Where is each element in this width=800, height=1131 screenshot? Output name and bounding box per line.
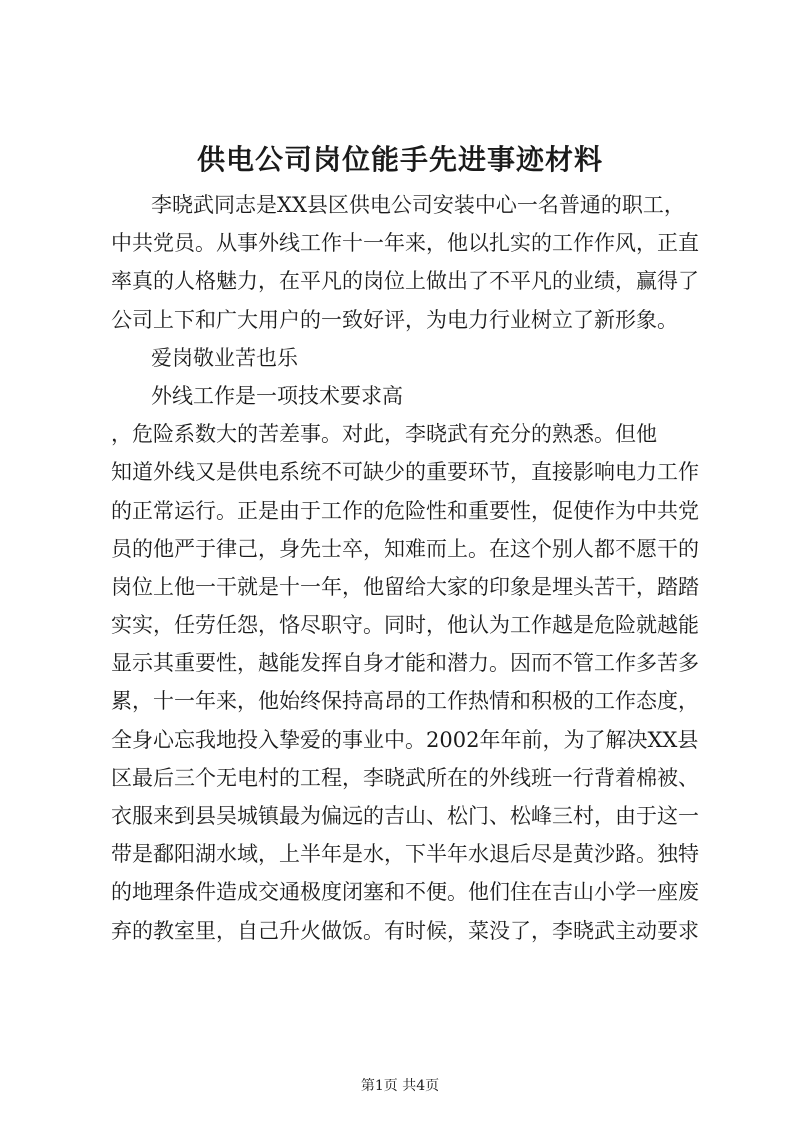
body-line: 爱岗敬业苦也乐 [151, 345, 298, 370]
body-line: 李晓武同志是XX县区供电公司安装中心一名普通的职工， [151, 193, 685, 217]
body-line: 率真的人格魅力，在平凡的岗位上做出了不平凡的业绩，赢得了 [111, 269, 699, 294]
body-line: 累，十一年来，他始终保持高昂的工作热情和积极的工作态度， [111, 689, 699, 714]
body-line: 公司上下和广大用户的一致好评，为电力行业树立了新形象。 [111, 307, 678, 332]
body-line: 中共党员。从事外线工作十一年来，他以扎实的工作作风，正直 [111, 231, 699, 256]
body-line: 实实，任劳任怨，恪尽职守。同时，他认为工作越是危险就越能 [111, 613, 699, 638]
body-line: 显示其重要性，越能发挥自身才能和潜力。因而不管工作多苦多 [111, 651, 699, 676]
body-line: 岗位上他一干就是十一年，他留给大家的印象是埋头苦干，踏踏 [111, 574, 699, 599]
page-footer: 第1页 共4页 [360, 1078, 440, 1094]
body-line: 区最后三个无电村的工程，李晓武所在的外线班一行背着棉被、 [111, 765, 699, 790]
body-line: 弃的教室里，自己升火做饭。有时候，菜没了，李晓武主动要求 [111, 918, 699, 943]
body-line: 知道外线又是供电系统不可缺少的重要环节，直接影响电力工作 [111, 460, 699, 485]
body-line: 带是鄱阳湖水域，上半年是水，下半年水退后尽是黄沙路。独特 [111, 842, 699, 867]
body-line: 员的他严于律己，身先士卒，知难而上。在这个别人都不愿干的 [111, 536, 699, 561]
body-line: 全身心忘我地投入挚爱的事业中。2002年年前，为了解决XX县 [111, 727, 699, 752]
body-line: 外线工作是一项技术要求高 [151, 383, 403, 408]
document-body [111, 186, 711, 950]
body-line: 衣服来到县吴城镇最为偏远的吉山、松门、松峰三村，由于这一 [111, 804, 699, 828]
document-title: 供电公司岗位能手先进事迹材料 [196, 143, 603, 176]
body-line: 的地理条件造成交通极度闭塞和不便。他们住在吉山小学一座废 [111, 880, 699, 905]
body-line: ，危险系数大的苦差事。对此，李晓武有充分的熟悉。但他 [111, 422, 657, 447]
body-line: 的正常运行。正是由于工作的危险性和重要性，促使作为中共党 [111, 498, 699, 523]
